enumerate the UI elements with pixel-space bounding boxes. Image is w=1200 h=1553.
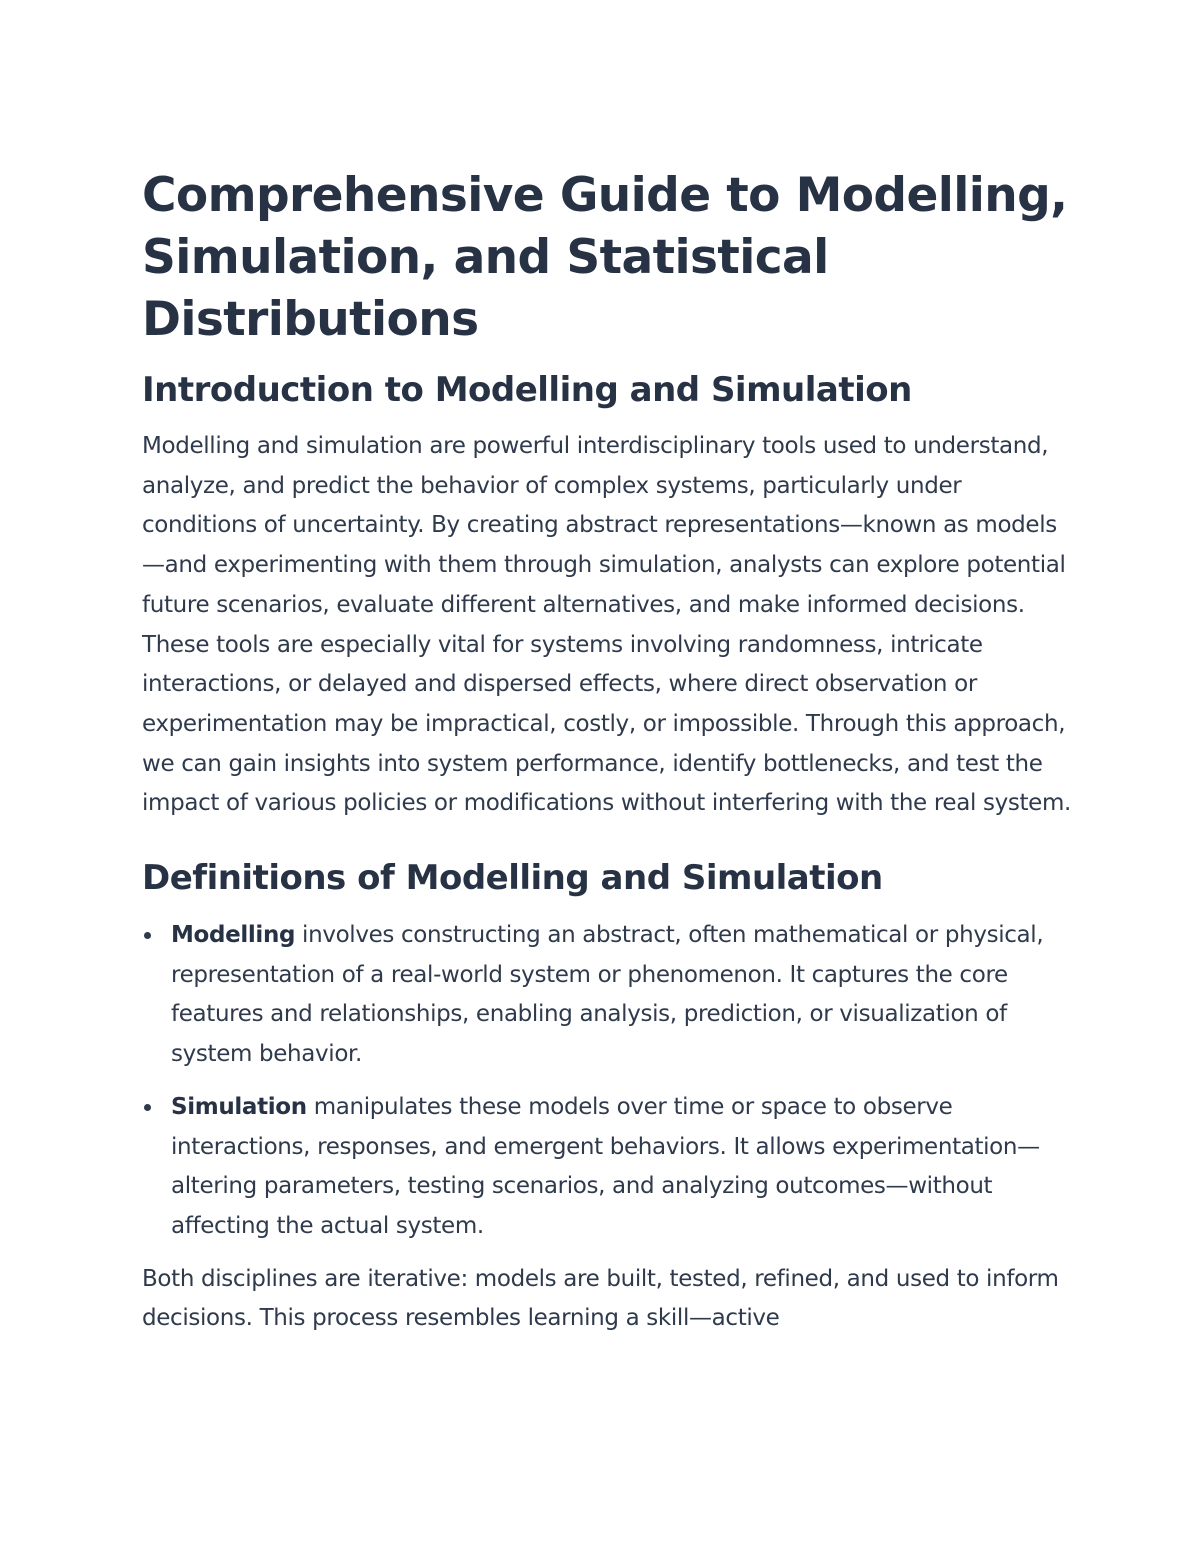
term-simulation: Simulation xyxy=(171,1093,307,1120)
definitions-list xyxy=(142,916,1072,1247)
introduction-paragraph: Modelling and simulation are powerful interdisciplinary tools used to understand, analyze, and predict the behavior of complex systems, particularly under conditions of uncertainty. By creating abstract representations—known as models—and experimenting with them through simulation, analysts can explore potential future scenarios, evaluate different alternatives, and make informed decisions. These tools are especially vital for systems involving randomness, intricate interactions, or delayed and dispersed effects, where direct observation or experimentation may be impractical, costly, or impossible. Through this approach, we can gain insights into system performance, identify bottlenecks, and test the impact of various policies or modifications without interfering with the real system. xyxy=(142,433,1071,817)
list-item-simulation xyxy=(142,1088,1072,1247)
definition-simulation: manipulates these models over time or space to observe interactions, responses, and emergent behaviors. It allows experimentation—altering parameters, testing scenarios, and analyzing outcomes—without affecting the actual system. xyxy=(171,1093,1040,1239)
section-heading-introduction: Introduction to Modelling and Simulation xyxy=(142,370,912,410)
definition-modelling: involves constructing an abstract, often mathematical or physical, representation of a real-world system or phenomenon. It captures the core features and relationships, enabling analysis, prediction, or visualization of system behavior. xyxy=(171,922,1044,1068)
section-heading-definitions: Definitions of Modelling and Simulation xyxy=(142,858,883,899)
bullet-icon xyxy=(144,1104,151,1111)
closing-paragraph: Both disciplines are iterative: models are built, tested, refined, and used to inform decisions. This process resembles learning a skill—active xyxy=(142,1265,1059,1332)
bullet-icon xyxy=(144,932,151,939)
document-page xyxy=(142,165,1072,1339)
term-modelling: Modelling xyxy=(171,922,296,949)
list-item-modelling xyxy=(142,916,1072,1075)
document-title: Comprehensive Guide to Modelling, Simulation, and Statistical Distributions xyxy=(142,168,1068,347)
